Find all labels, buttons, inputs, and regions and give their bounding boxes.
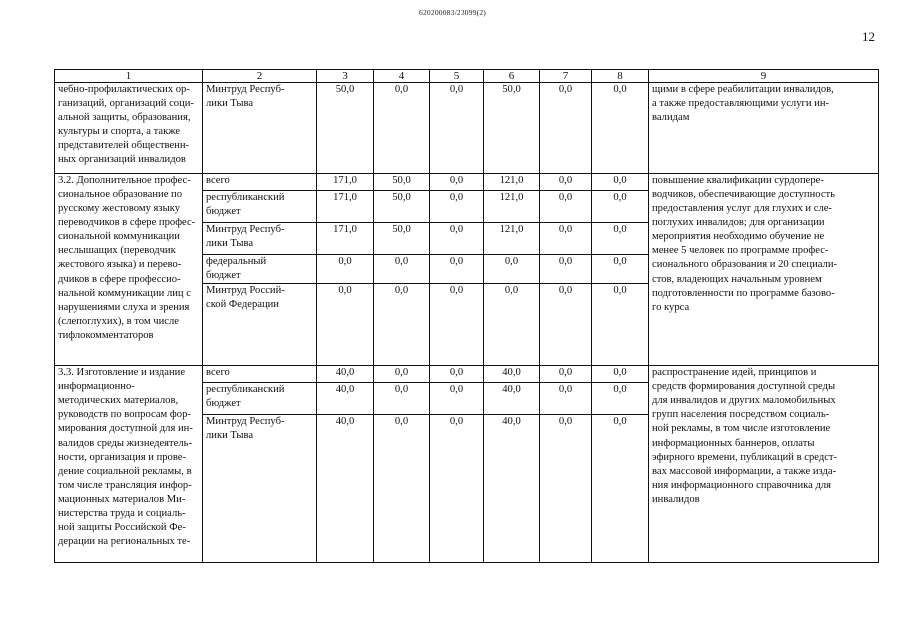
amount-cell: 40,0 <box>317 366 374 383</box>
header-cell: 2 <box>203 70 317 83</box>
amount-cell: 0,0 <box>592 83 649 174</box>
amount-cell: 0,0 <box>430 223 484 255</box>
amount-cell: 50,0 <box>374 223 430 255</box>
header-cell: 3 <box>317 70 374 83</box>
amount-cell: 0,0 <box>317 284 374 366</box>
amount-cell: 171,0 <box>317 174 374 191</box>
amount-cell: 0,0 <box>430 383 484 415</box>
amount-cell: 0,0 <box>592 366 649 383</box>
header-row <box>55 70 879 83</box>
page-number: 12 <box>862 29 875 44</box>
amount-cell: 0,0 <box>484 255 540 284</box>
activity-cell: 3.2. Дополнительное профес- сиональное образование по русскому жестовому языку переводчиков в сфере профес- сиональной коммуникации неслышащих (переводчик жестового языка) и перево- дчиков в сфере профессио- нальной коммуникации лиц с нарушениями слуха и зрения (слепоглухих), в том числе тифлокомментаторов <box>55 174 203 366</box>
expected-result-cell: повышение квалификации сурдопере- водчиков, обеспечивающие доступность предоставления услуг для глухих и сле- поглухих инвалидов; для организации мероприятия необходимо обучение не менее 5 человек по программе профес- сионального образования и 20 специали- стов, владеющих начальным уровнем подготовленности по программе базово- го курса <box>649 174 879 366</box>
table-row <box>55 174 879 191</box>
funding-source-cell: федеральный бюджет <box>203 255 317 284</box>
header-cell: 1 <box>55 70 203 83</box>
amount-cell: 0,0 <box>374 255 430 284</box>
header-cell: 5 <box>430 70 484 83</box>
amount-cell: 121,0 <box>484 223 540 255</box>
header-cell: 9 <box>649 70 879 83</box>
amount-cell: 0,0 <box>592 383 649 415</box>
amount-cell: 0,0 <box>430 415 484 563</box>
amount-cell: 0,0 <box>540 366 592 383</box>
amount-cell: 0,0 <box>592 284 649 366</box>
amount-cell: 0,0 <box>317 255 374 284</box>
funding-source-cell: Минтруд Респуб- лики Тыва <box>203 83 317 174</box>
funding-source-cell: всего <box>203 174 317 191</box>
amount-cell: 40,0 <box>317 415 374 563</box>
amount-cell: 40,0 <box>317 383 374 415</box>
amount-cell: 0,0 <box>430 366 484 383</box>
amount-cell: 0,0 <box>484 284 540 366</box>
amount-cell: 0,0 <box>540 83 592 174</box>
amount-cell: 0,0 <box>374 383 430 415</box>
amount-cell: 50,0 <box>317 83 374 174</box>
amount-cell: 0,0 <box>540 223 592 255</box>
amount-cell: 40,0 <box>484 366 540 383</box>
amount-cell: 171,0 <box>317 191 374 223</box>
amount-cell: 0,0 <box>592 223 649 255</box>
amount-cell: 0,0 <box>430 83 484 174</box>
amount-cell: 0,0 <box>430 284 484 366</box>
amount-cell: 40,0 <box>484 415 540 563</box>
amount-cell: 0,0 <box>540 284 592 366</box>
amount-cell: 0,0 <box>540 174 592 191</box>
funding-source-cell: Минтруд Россий- ской Федерации <box>203 284 317 366</box>
header-cell: 7 <box>540 70 592 83</box>
funding-source-cell: республиканский бюджет <box>203 191 317 223</box>
amount-cell: 0,0 <box>430 191 484 223</box>
amount-cell: 0,0 <box>540 191 592 223</box>
table-row <box>55 83 879 174</box>
amount-cell: 0,0 <box>592 174 649 191</box>
document-id: 620200083/23099(2) <box>419 8 486 17</box>
amount-cell: 121,0 <box>484 191 540 223</box>
amount-cell: 0,0 <box>540 255 592 284</box>
activity-cell: 3.3. Изготовление и издание информационно- методических материалов, руководств по вопросам фор- мирования доступной для ин- валидов среды жизнедеятель- ности, организация и прове- дение социальной рекламы, в том числе трансляция инфор- мационных материалов Ми- нистерства труда и социаль- ной защиты Российской Фе- дерации на региональных те- <box>55 366 203 563</box>
amount-cell: 0,0 <box>592 255 649 284</box>
amount-cell: 0,0 <box>592 415 649 563</box>
amount-cell: 50,0 <box>484 83 540 174</box>
expected-result-cell: щими в сфере реабилитации инвалидов, а также предоставляющими услуги ин- валидам <box>649 83 879 174</box>
amount-cell: 0,0 <box>374 83 430 174</box>
header-cell: 6 <box>484 70 540 83</box>
funding-source-cell: всего <box>203 366 317 383</box>
funding-source-cell: Минтруд Респуб- лики Тыва <box>203 415 317 563</box>
funding-source-cell: Минтруд Респуб- лики Тыва <box>203 223 317 255</box>
program-table <box>54 69 879 563</box>
amount-cell: 50,0 <box>374 174 430 191</box>
amount-cell: 50,0 <box>374 191 430 223</box>
amount-cell: 0,0 <box>374 415 430 563</box>
amount-cell: 0,0 <box>592 191 649 223</box>
expected-result-cell: распространение идей, принципов и средств формирования доступной среды для инвалидов и других маломобильных групп населения посредством социаль- ной рекламы, в том числе изготовление информационных баннеров, оплаты эфирного времени, публикаций в средст- вах массовой информации, а также изда- ния информационного справочника для инвалидов <box>649 366 879 563</box>
amount-cell: 121,0 <box>484 174 540 191</box>
activity-cell: чебно-профилактических ор- ганизаций, организаций соци- альной защиты, образования, культуры и спорта, а также представителей общественн- ных организаций инвалидов <box>55 83 203 174</box>
header-cell: 4 <box>374 70 430 83</box>
amount-cell: 0,0 <box>374 366 430 383</box>
header-cell: 8 <box>592 70 649 83</box>
amount-cell: 0,0 <box>374 284 430 366</box>
funding-source-cell: республиканский бюджет <box>203 383 317 415</box>
amount-cell: 0,0 <box>430 255 484 284</box>
amount-cell: 171,0 <box>317 223 374 255</box>
amount-cell: 0,0 <box>430 174 484 191</box>
amount-cell: 0,0 <box>540 383 592 415</box>
table-row <box>55 366 879 383</box>
amount-cell: 0,0 <box>540 415 592 563</box>
amount-cell: 40,0 <box>484 383 540 415</box>
